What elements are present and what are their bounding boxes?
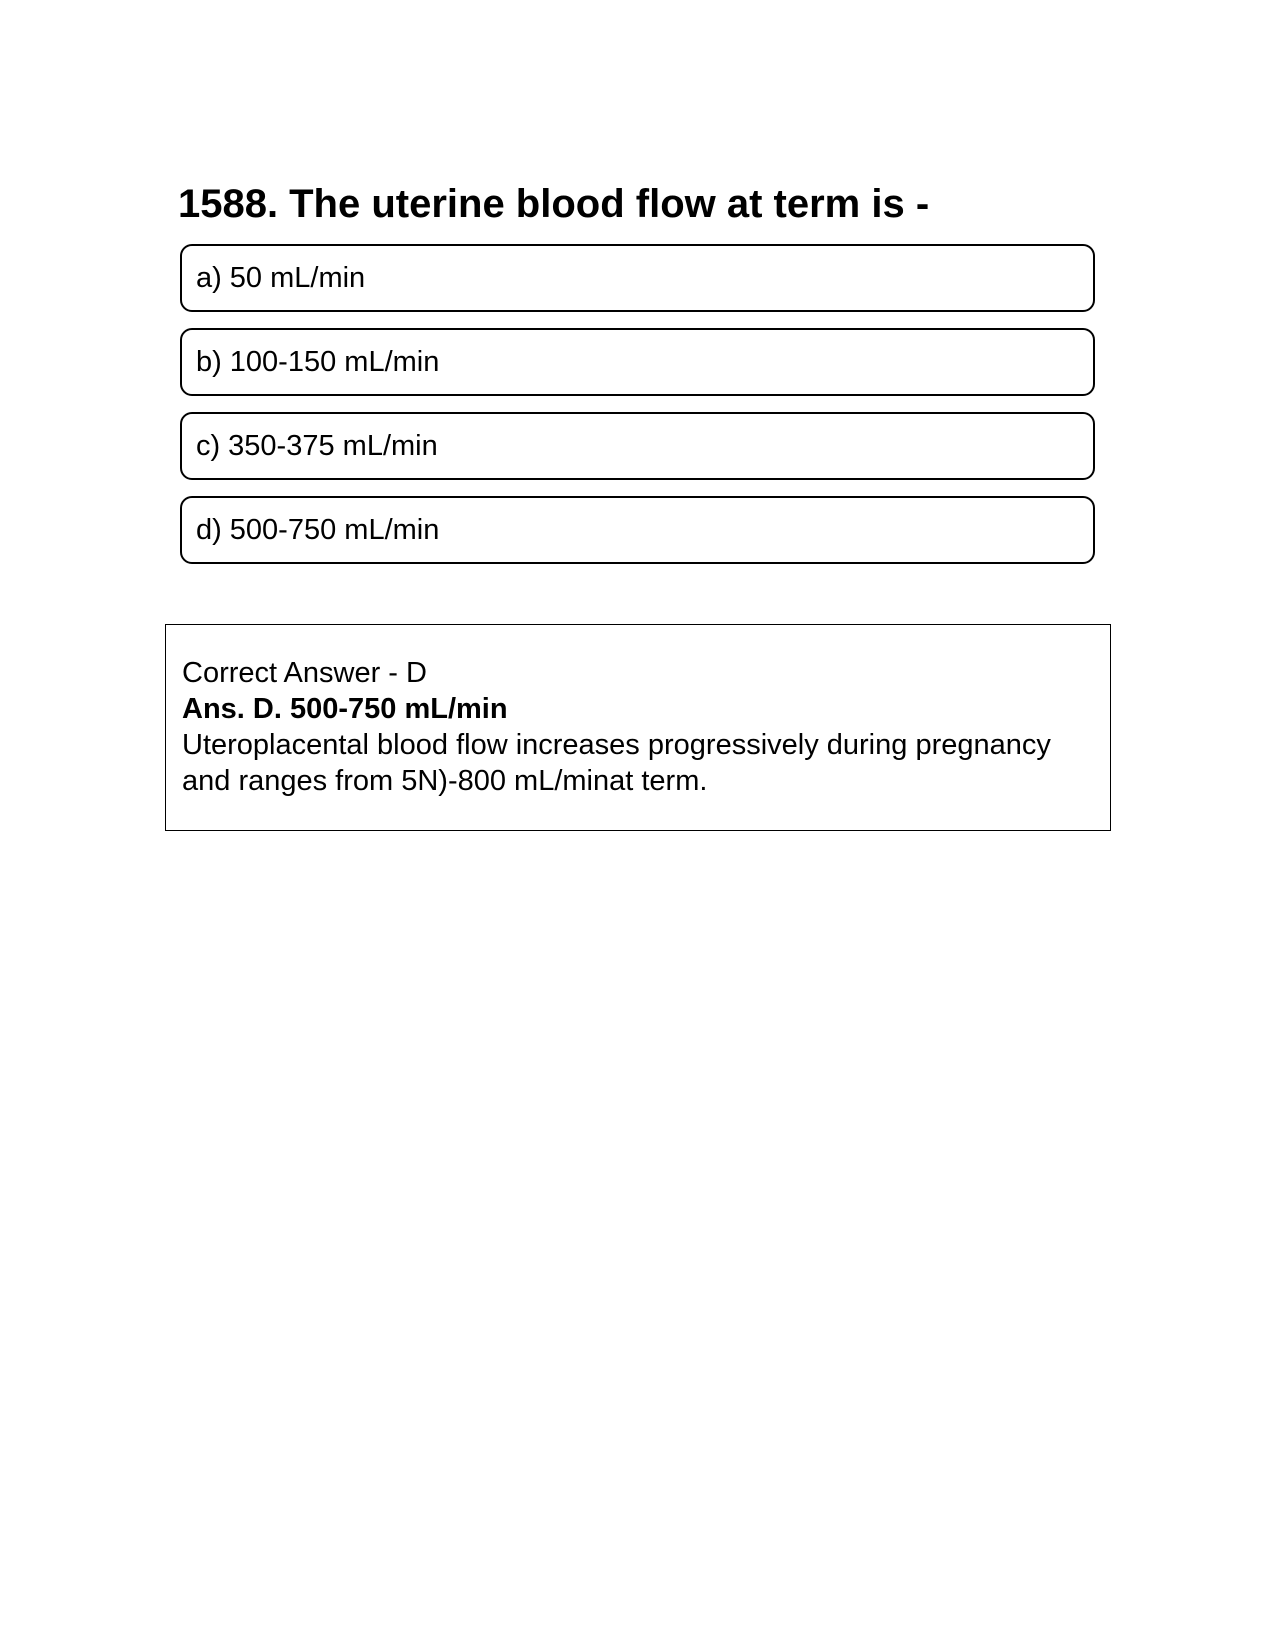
option-text: 350-375 mL/min bbox=[228, 429, 438, 462]
option-d[interactable] bbox=[180, 496, 1095, 564]
option-c[interactable] bbox=[180, 412, 1095, 480]
option-text: 500-750 mL/min bbox=[229, 513, 440, 546]
correct-answer-line: Correct Answer - D bbox=[182, 657, 427, 689]
option-letter: c) bbox=[196, 429, 221, 462]
option-letter: a) bbox=[196, 261, 222, 294]
options-list bbox=[180, 244, 1095, 580]
answer-heading: Ans. D. 500-750 mL/min bbox=[182, 693, 508, 725]
option-b[interactable] bbox=[180, 328, 1095, 396]
option-text: 100-150 mL/min bbox=[229, 345, 440, 378]
answer-explanation: Uteroplacental blood flow increases progressively during pregnancy and ranges from 5N)-800 mL/minat term. bbox=[182, 729, 1051, 797]
question-text: The uterine blood flow at term is - bbox=[289, 182, 930, 226]
option-letter: d) bbox=[196, 513, 222, 546]
option-text: 50 mL/min bbox=[229, 261, 366, 294]
option-letter: b) bbox=[196, 345, 222, 378]
option-a[interactable] bbox=[180, 244, 1095, 312]
question-number: 1588. bbox=[178, 182, 279, 226]
answer-box bbox=[165, 624, 1111, 831]
question-title bbox=[178, 176, 929, 232]
